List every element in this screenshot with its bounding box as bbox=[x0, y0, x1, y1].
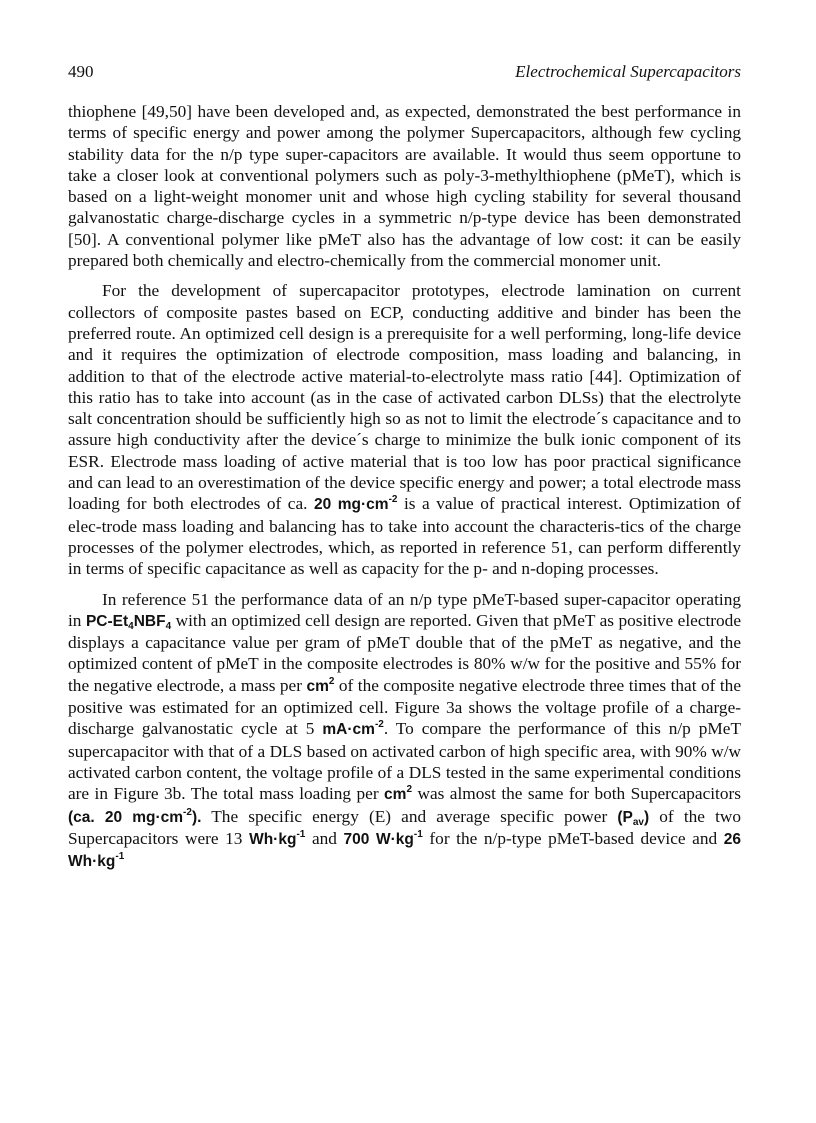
paragraph-3-text-f: The specific energy (E) and average specific power bbox=[211, 806, 608, 826]
power-value: 700 $W\cdot kg^{-1}$ bbox=[343, 828, 423, 848]
total-loading-value: (ca. 20 $mg\cdot cm^{-2}$). bbox=[68, 806, 202, 826]
average-power-symbol: $(P_{av})$ bbox=[617, 808, 650, 828]
paragraph-3-text-i: for the n/p-type pMeT-based device and bbox=[429, 828, 718, 848]
paragraph-3-text-a: In reference 51 the performance data of an n/p type pMeT-based super-capacitor operating in bbox=[68, 589, 741, 630]
area-unit-2: $cm^2$ bbox=[384, 784, 413, 804]
mass-loading-unit: 20 $mg\cdot cm^{-2}$ bbox=[313, 494, 398, 514]
paragraph-3-text-c: of the composite negative electrode three times that of the positive was estimated for an optimized cell. Figure 3a shows the voltage profile of a charge-discharge galvanostatic cycle at 5 bbox=[68, 675, 741, 739]
page-header bbox=[68, 62, 741, 86]
paragraph-3-text-b: with an optimized cell design are reported. Given that pMeT as positive electrode displays a capacitance value per gram of pMeT double that of the pMeT as negative, and the optimized content of pMeT in the composite electrodes is 80% w/w for the positive and 55% for the negative electrode, a mass per bbox=[68, 610, 741, 695]
energy-value-2: 26 $Wh\cdot kg^{-1}$ bbox=[68, 830, 742, 871]
energy-value-1: $Wh\cdot kg^{-1}$ bbox=[249, 828, 306, 848]
paragraph-3-text-e: was almost the same for both Supercapacitors bbox=[417, 784, 741, 804]
paragraph-3-text-h: and bbox=[311, 828, 337, 848]
body-text bbox=[68, 101, 741, 881]
running-title: Electrochemical Supercapacitors bbox=[515, 62, 741, 81]
paragraph-3 bbox=[68, 589, 741, 873]
current-density-unit: $mA\cdot cm^{-2}$ bbox=[322, 719, 384, 739]
paragraph-2-text-a: For the development of supercapacitor prototypes, electrode lamination on current collectors of composite pastes based on ECP, conducting additive and binder has been the preferred route. An optimized cell design is a prerequisite for a well performing, long-life device and it requires the optimization of electrode composition, mass loading and balancing, in addition to that of the electrode active material-to-electrolyte mass ratio [44]. Optimization of this ratio has to take into account (as in the case of activated carbon DLSs) that the electrolyte salt concentration should be sufficiently high so as not to limit the electrode´s capacitance and to assure high conductivity after the device´s charge to minimize the bulk ionic component of its ESR. Electrode mass loading of active material that is too low has poor practical significance and can lead to an overestimation of the device specific energy and power; a total electrode mass loading for both electrodes of ca. bbox=[68, 281, 741, 514]
page-number: 490 bbox=[68, 62, 94, 81]
paragraph-2 bbox=[68, 280, 741, 579]
paragraph-2-text-b: is a value of practical interest. Optimization of elec-trode mass loading and balancing has to take into account the characteris-tics of the charge processes of the polymer electrodes, which, as reported in reference 51, can perform differently in terms of specific capacitance as well as capacity for the p- and n-doping processes. bbox=[68, 494, 741, 579]
area-unit: $cm^2$ bbox=[306, 675, 335, 695]
electrolyte-formula: $PC-Et_4NBF_4$ bbox=[85, 612, 172, 632]
paragraph-1 bbox=[68, 101, 741, 271]
paragraph-3-text-d: . To compare the performance of this n/p pMeT supercapacitor with that of a DLS based on activated carbon of high specific area, with 90% w/w activated carbon content, the voltage profile of a DLS tested in the same experimental conditions are in Figure 3b. The total mass loading per bbox=[68, 719, 742, 804]
paragraph-3-text-g: of the two Supercapacitors were 13 bbox=[68, 806, 741, 848]
paragraph-1-text: thiophene [49,50] have been developed and, as expected, demonstrated the best performance in terms of specific energy and power among the polymer Supercapacitors, although few cycling stability data for the n/p type super-capacitors are available. It would thus seem opportune to take a closer look at conventional polymers such as poly-3-methylthiophene (pMeT), which is based on a light-weight monomer unit and whose high cycling stability for several thousand galvanostatic charge-discharge cycles in a symmetric n/p-type device has been demonstrated [50]. A conventional polymer like pMeT also has the advantage of low cost: it can be easily prepared both chemically and electro-chemically from the commercial monomer unit. bbox=[68, 102, 741, 271]
